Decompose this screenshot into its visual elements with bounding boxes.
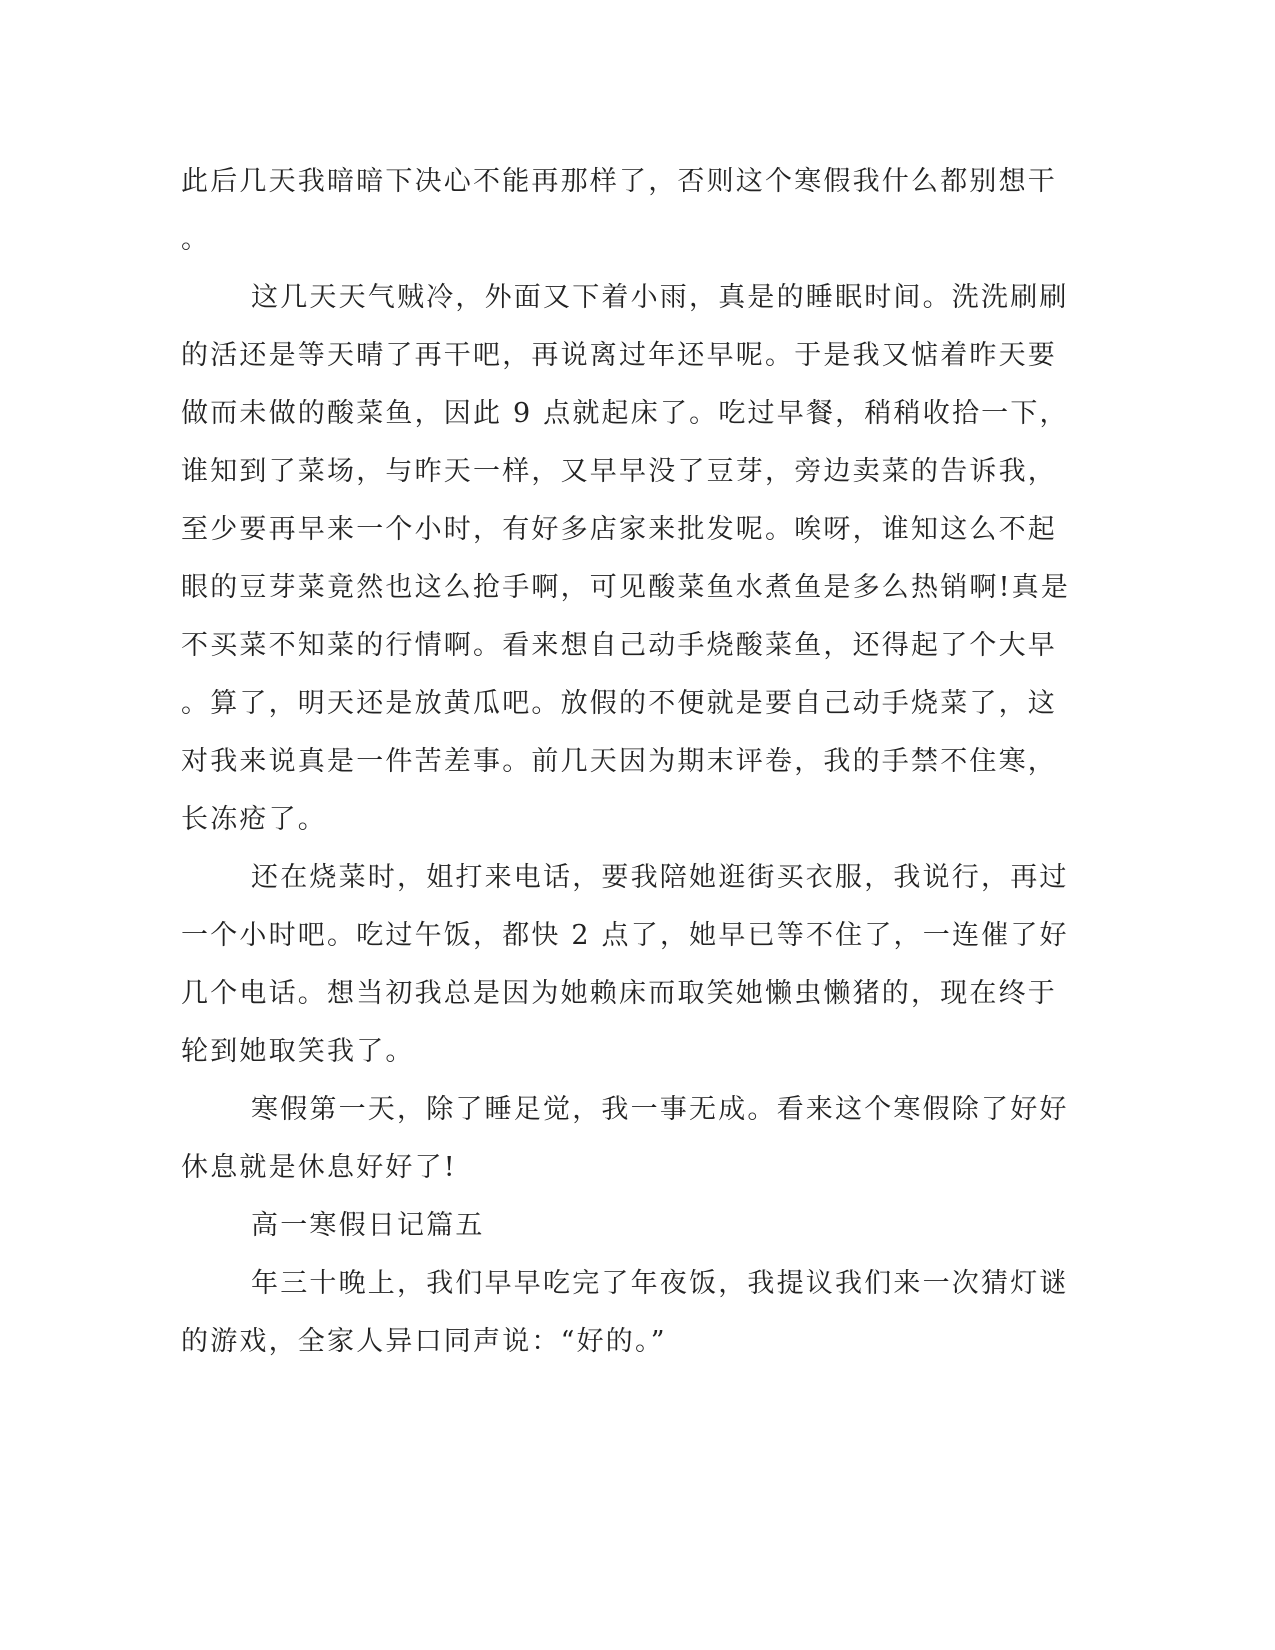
section-heading: 高一寒假日记篇五	[251, 1210, 485, 1241]
text-line: 休息就是休息好好了!	[181, 1152, 457, 1183]
paragraph-start-line: 年三十晚上，我们早早吃完了年夜饭，我提议我们来一次猜灯谜	[251, 1268, 1069, 1299]
paragraph-start-line: 这几天天气贼冷，外面又下着小雨，真是的睡眠时间。洗洗刷刷	[251, 282, 1069, 313]
text-line: 至少要再早来一个小时，有好多店家来批发呢。唉呀，谁知这么不起	[181, 514, 1057, 545]
text-line: 几个电话。想当初我总是因为她赖床而取笑她懒虫懒猪的，现在终于	[181, 978, 1057, 1009]
text-line: 谁知到了菜场，与昨天一样，又早早没了豆芽，旁边卖菜的告诉我，	[181, 456, 1057, 487]
text-line: 不买菜不知菜的行情啊。看来想自己动手烧酸菜鱼，还得起了个大早	[181, 630, 1057, 661]
text-line: 此后几天我暗暗下决心不能再那样了，否则这个寒假我什么都别想干	[181, 166, 1057, 197]
text-line: 眼的豆芽菜竟然也这么抢手啊，可见酸菜鱼水煮鱼是多么热销啊!真是	[181, 572, 1071, 603]
paragraph-start-line: 还在烧菜时，姐打来电话，要我陪她逛街买衣服，我说行，再过	[251, 862, 1069, 893]
text-line: 长冻疮了。	[181, 804, 327, 835]
text-line: 的活还是等天晴了再干吧，再说离过年还早呢。于是我又惦着昨天要	[181, 340, 1057, 371]
text-line: 对我来说真是一件苦差事。前几天因为期末评卷，我的手禁不住寒，	[181, 746, 1057, 777]
paragraph-start-line: 寒假第一天，除了睡足觉，我一事无成。看来这个寒假除了好好	[251, 1094, 1069, 1125]
text-line: 一个小时吧。吃过午饭，都快 2 点了，她早已等不住了，一连催了好	[181, 920, 1069, 951]
text-line: 的游戏，全家人异口同声说：“好的。”	[181, 1326, 667, 1357]
text-line: 做而未做的酸菜鱼，因此 9 点就起床了。吃过早餐，稍稍收拾一下，	[181, 398, 1069, 429]
text-line: 轮到她取笑我了。	[181, 1036, 415, 1067]
text-line: 。算了，明天还是放黄瓜吧。放假的不便就是要自己动手烧菜了，这	[181, 688, 1057, 719]
text-line: 。	[181, 224, 211, 255]
